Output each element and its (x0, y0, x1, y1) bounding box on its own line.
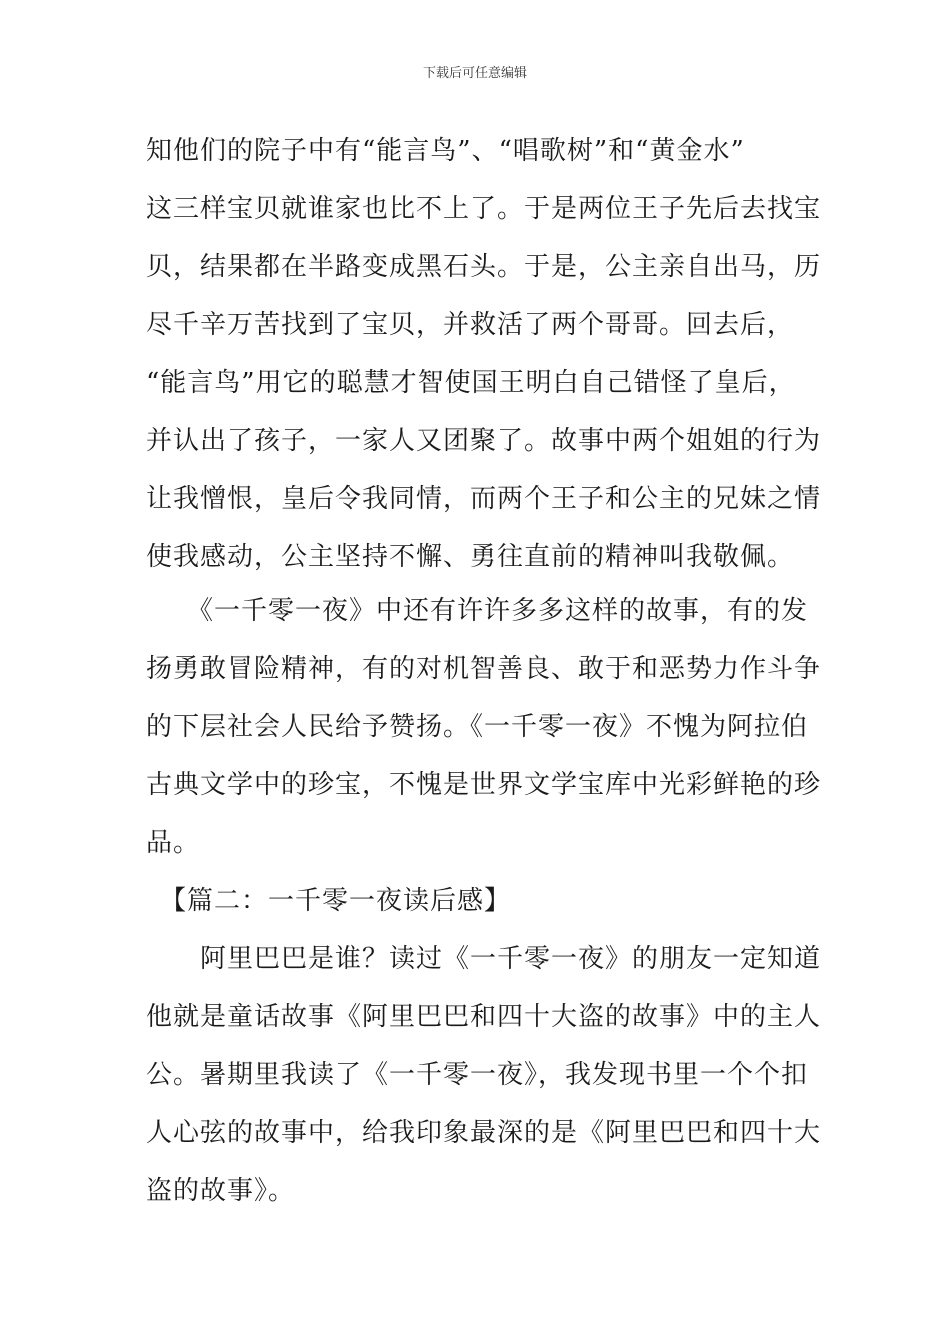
text-line: 盗的故事》。 (146, 1176, 296, 1206)
section-title: 【篇二：一千零一夜读后感】 (146, 886, 512, 916)
paragraph-story-summary (146, 122, 822, 586)
text-line: 知他们的院子中有“能言鸟”、“唱歌树”和“黄金水” (146, 136, 745, 166)
text-line: 这三样宝贝就谁家也比不上了。于是两位王子先后去找宝 (146, 194, 822, 224)
text-line: 古典文学中的珍宝，不愧是世界文学宝库中光彩鲜艳的珍 (146, 770, 822, 800)
text-line: 并认出了孩子，一家人又团聚了。故事中两个姐姐的行为 (146, 426, 822, 456)
text-line: “能言鸟”用它的聪慧才智使国王明白自己错怪了皇后， (146, 368, 796, 398)
text-line: 品。 (146, 828, 201, 858)
section-heading (146, 872, 806, 930)
text-line: 让我憎恨，皇后令我同情，而两个王子和公主的兄妹之情 (146, 484, 822, 514)
paragraph-book-praise (146, 582, 822, 872)
paragraph-alibaba-intro (146, 930, 822, 1220)
text-line: 阿里巴巴是谁？读过《一千零一夜》的朋友一定知道 (146, 944, 822, 974)
text-line: 公。暑期里我读了《一千零一夜》，我发现书里一个个扣 (146, 1060, 809, 1090)
text-line: 尽千辛万苦找到了宝贝，并救活了两个哥哥。回去后， (146, 310, 795, 340)
text-line: 《一千零一夜》中还有许许多多这样的故事，有的发 (146, 596, 809, 626)
text-line: 他就是童话故事《阿里巴巴和四十大盗的故事》中的主人 (146, 1002, 822, 1032)
text-line: 的下层社会人民给予赞扬。《一千零一夜》不愧为阿拉伯 (146, 712, 809, 742)
text-line: 使我感动，公主坚持不懈、勇往直前的精神叫我敬佩。 (146, 542, 795, 572)
page-header: 下载后可任意编辑 (422, 66, 527, 81)
text-line: 人心弦的故事中，给我印象最深的是《阿里巴巴和四十大 (146, 1118, 822, 1148)
text-line: 贝，结果都在半路变成黑石头。于是，公主亲自出马，历 (146, 252, 822, 282)
text-line: 扬勇敢冒险精神，有的对机智善良、敢于和恶势力作斗争 (146, 654, 822, 684)
